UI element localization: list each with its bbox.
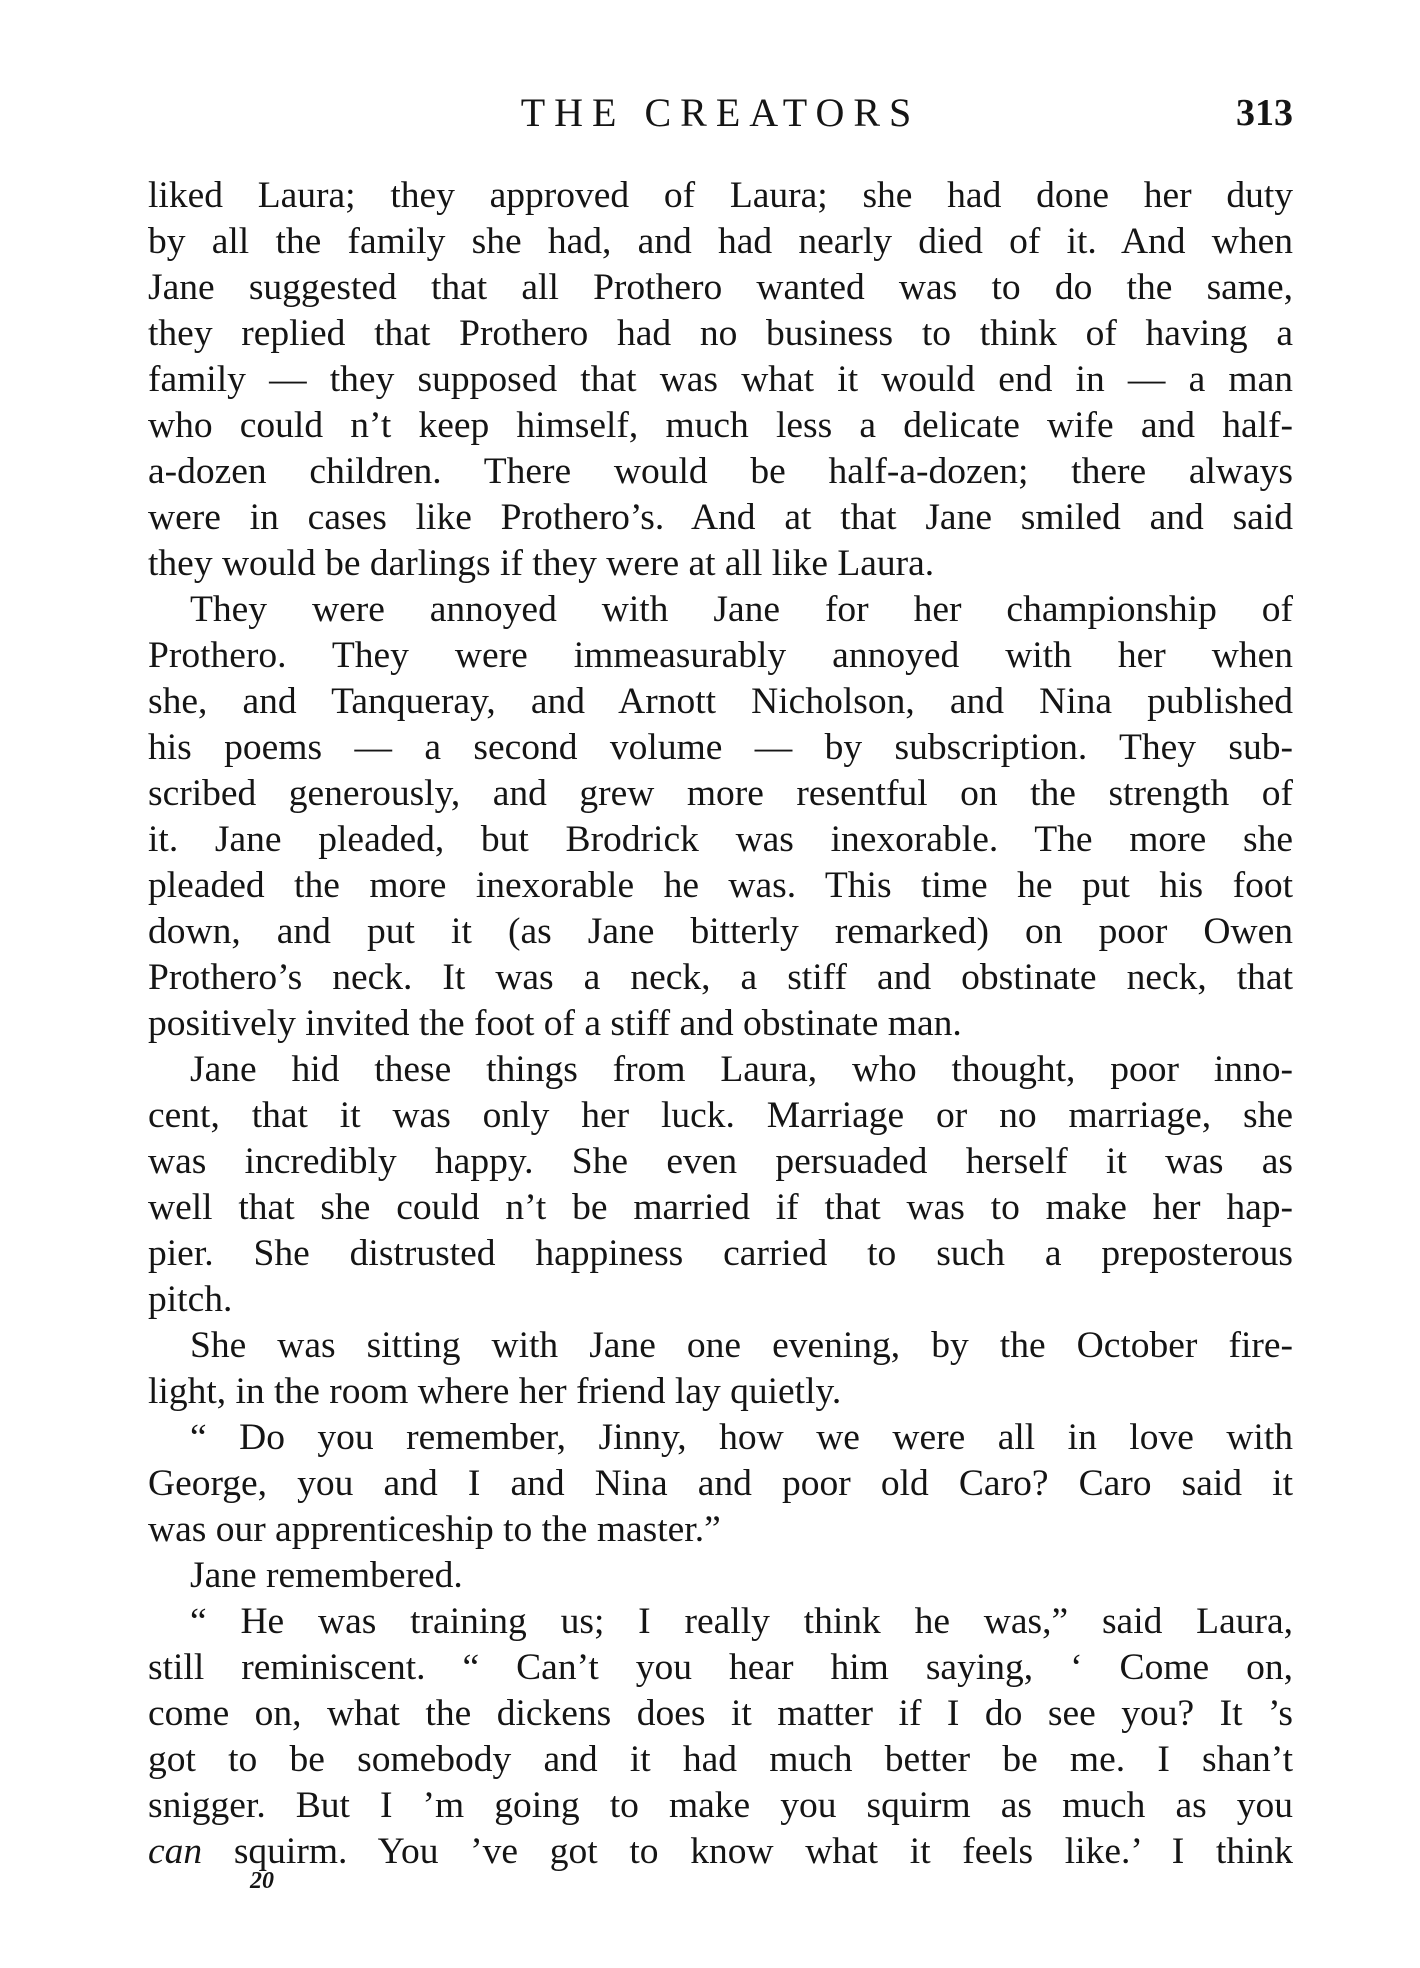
text-line: who could n’t keep himself, much less a delicate wife and half-	[148, 405, 1293, 446]
text-line: Jane hid these things from Laura, who thought, poor inno-	[190, 1049, 1293, 1090]
text-line: his poems — a second volume — by subscription. They sub-	[148, 727, 1293, 768]
text-line: it. Jane pleaded, but Brodrick was inexorable. The more she	[148, 819, 1293, 860]
text-line: down, and put it (as Jane bitterly remarked) on poor Owen	[148, 911, 1293, 952]
text-line: pier. She distrusted happiness carried to such a preposterous	[148, 1233, 1293, 1274]
text-line: Jane suggested that all Prothero wanted was to do the same,	[148, 267, 1293, 308]
text-line: “ He was training us; I really think he was,” said Laura,	[190, 1601, 1293, 1642]
text-line: got to be somebody and it had much better be me. I shan’t	[148, 1739, 1293, 1780]
text-line: she, and Tanqueray, and Arnott Nicholson, and Nina published	[148, 681, 1293, 722]
text-line: come on, what the dickens does it matter if I do see you? It ’s	[148, 1693, 1293, 1734]
text-line: they would be darlings if they were at all like Laura.	[148, 543, 935, 584]
text-line: they replied that Prothero had no business to think of having a	[148, 313, 1293, 354]
text-line: liked Laura; they approved of Laura; she had done her duty	[148, 175, 1293, 216]
text-line-final	[148, 1829, 1293, 1875]
text-line: well that she could n’t be married if that was to make her hap-	[148, 1187, 1293, 1228]
text-line: They were annoyed with Jane for her championship of	[190, 589, 1293, 630]
text-line: cent, that it was only her luck. Marriage or no marriage, she	[148, 1095, 1293, 1136]
running-header	[148, 88, 1293, 138]
text-line: pleaded the more inexorable he was. This time he put his foot	[148, 865, 1293, 906]
text-line: George, you and I and Nina and poor old Caro? Caro said it	[148, 1463, 1293, 1504]
text-line: She was sitting with Jane one evening, by the October fire-	[190, 1325, 1293, 1366]
running-title: THE CREATORS	[520, 90, 921, 135]
text-line: a-dozen children. There would be half-a-dozen; there always	[148, 451, 1293, 492]
text-line: snigger. But I ’m going to make you squirm as much as you	[148, 1785, 1293, 1826]
text-line: scribed generously, and grew more resentful on the strength of	[148, 773, 1293, 814]
page-number: 313	[1236, 92, 1293, 134]
text-line: were in cases like Prothero’s. And at that Jane smiled and said	[148, 497, 1293, 538]
text-line: was incredibly happy. She even persuaded herself it was as	[148, 1141, 1293, 1182]
text-line: Prothero’s neck. It was a neck, a stiff and obstinate neck, that	[148, 957, 1293, 998]
signature-mark: 20	[250, 1868, 274, 1894]
text-line: light, in the room where her friend lay quietly.	[148, 1371, 842, 1412]
text-line: still reminiscent. “ Can’t you hear him saying, ‘ Come on,	[148, 1647, 1293, 1688]
text-line: was our apprenticeship to the master.”	[148, 1509, 721, 1550]
emphasis-word: can	[148, 1831, 203, 1872]
body-text	[148, 173, 1293, 1875]
text-line: pitch.	[148, 1279, 233, 1320]
text-line: “ Do you remember, Jinny, how we were all in love with	[190, 1417, 1293, 1458]
text-line: by all the family she had, and had nearly died of it. And when	[148, 221, 1293, 262]
text-line-rest: squirm. You ’ve got to know what it feels like.’ I think	[233, 1831, 1294, 1872]
text-line: Prothero. They were immeasurably annoyed with her when	[148, 635, 1293, 676]
text-line: positively invited the foot of a stiff and obstinate man.	[148, 1003, 962, 1044]
text-line: Jane remembered.	[190, 1555, 463, 1596]
text-line: family — they supposed that was what it would end in — a man	[148, 359, 1293, 400]
